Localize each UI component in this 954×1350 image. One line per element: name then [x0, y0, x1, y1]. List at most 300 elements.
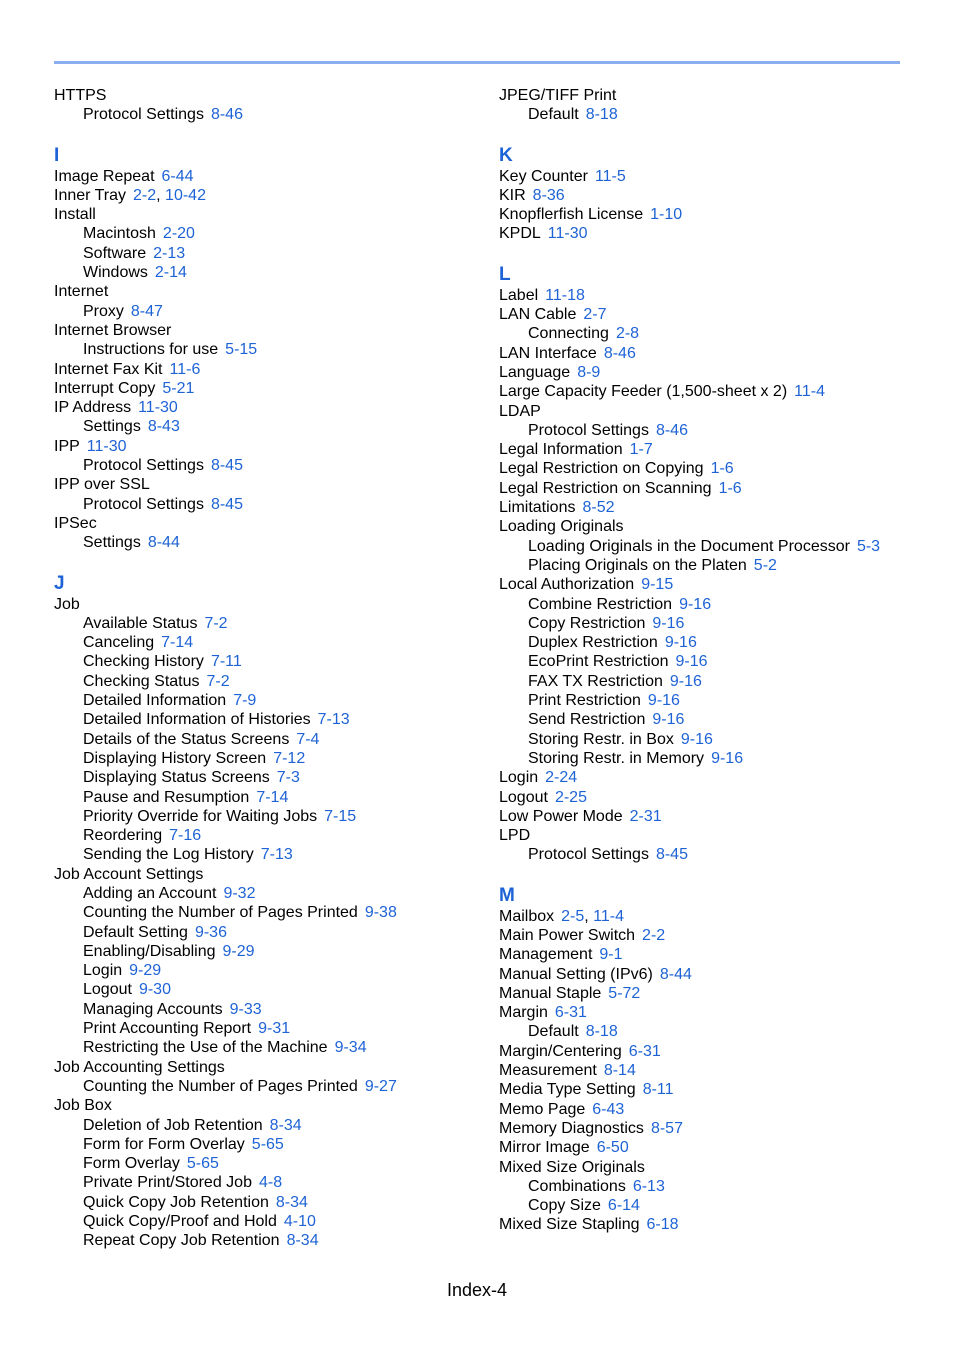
page-reference-link[interactable]: 7-13	[260, 846, 293, 864]
index-entry	[54, 86, 494, 105]
page-reference-link[interactable]: 7-2	[206, 672, 230, 690]
index-term: Quick Copy/Proof and Hold	[83, 1213, 277, 1231]
index-term: Repeat Copy Job Retention	[83, 1232, 280, 1250]
page-number: Index-4	[446, 1280, 508, 1300]
page-reference-link[interactable]: 9-16	[675, 653, 708, 671]
index-term: Pause and Resumption	[83, 788, 250, 806]
page-reference-link[interactable]: 7-12	[273, 749, 306, 767]
index-entry	[54, 475, 494, 494]
index-entry	[499, 286, 919, 305]
index-term: LPD	[499, 827, 531, 845]
index-entry	[54, 360, 494, 379]
page-reference-link[interactable]: 10-42	[165, 186, 206, 204]
ref-separator: ,	[156, 186, 166, 204]
page-reference-link[interactable]: 2-24	[545, 769, 578, 787]
index-entry	[54, 595, 494, 614]
index-term: Sending the Log History	[83, 846, 254, 864]
page-reference-link[interactable]: 4-10	[283, 1213, 316, 1231]
index-term: Internet	[54, 283, 109, 301]
index-subentry	[54, 749, 494, 768]
index-subentry	[499, 749, 919, 768]
index-subentry	[54, 1173, 494, 1192]
index-subentry	[54, 652, 494, 671]
page-reference-link[interactable]: 5-21	[162, 379, 195, 397]
index-entry	[499, 907, 919, 926]
index-term: Manual Setting (IPv6)	[499, 965, 653, 983]
index-entry	[54, 205, 494, 224]
page-reference-link[interactable]: 7-4	[296, 730, 320, 748]
index-subentry	[54, 826, 494, 845]
page-reference-link[interactable]: 11-18	[545, 286, 585, 304]
page-reference-link[interactable]: 1-6	[718, 479, 742, 497]
index-term: Form Overlay	[83, 1155, 180, 1173]
index-term: LAN Cable	[499, 306, 577, 324]
index-term: Default	[528, 1023, 579, 1041]
page-reference-link[interactable]: 6-31	[554, 1004, 587, 1022]
index-term: Priority Override for Waiting Jobs	[83, 807, 318, 825]
index-term: Print Restriction	[528, 692, 641, 710]
index-subentry	[54, 672, 494, 691]
index-entry	[499, 768, 919, 787]
page-reference-link[interactable]: 8-34	[275, 1193, 308, 1211]
page-reference-link[interactable]: 2-7	[583, 306, 607, 324]
index-entry	[499, 382, 919, 401]
index-entry	[499, 305, 919, 324]
index-subentry	[54, 710, 494, 729]
page-reference-link[interactable]: 8-52	[582, 499, 615, 517]
index-subentry	[54, 1231, 494, 1250]
index-entry	[499, 167, 919, 186]
page-reference-link[interactable]: 9-16	[652, 711, 685, 729]
page-reference-link[interactable]: 6-44	[161, 167, 194, 185]
page-reference-link[interactable]: 8-9	[577, 363, 601, 381]
index-term: Form for Form Overlay	[83, 1135, 245, 1153]
index-term: Protocol Settings	[83, 457, 204, 475]
index-term: LAN Interface	[499, 344, 597, 362]
index-subentry	[54, 845, 494, 864]
index-term: Print Accounting Report	[83, 1020, 252, 1038]
page-reference-link[interactable]: 7-9	[233, 692, 257, 710]
index-entry	[499, 186, 919, 205]
index-subentry	[54, 1019, 494, 1038]
index-term: Protocol Settings	[528, 846, 649, 864]
index-term: Checking History	[83, 653, 204, 671]
index-subentry	[54, 691, 494, 710]
page-reference-link[interactable]: 8-45	[655, 846, 688, 864]
page-reference-link[interactable]: 6-13	[632, 1177, 665, 1195]
page-reference-link[interactable]: 5-2	[753, 556, 777, 574]
index-entry	[499, 205, 919, 224]
page-reference-link[interactable]: 11-4	[593, 907, 624, 925]
page-reference-link[interactable]: 11-30	[547, 225, 588, 243]
page-reference-link[interactable]: 1-6	[710, 460, 734, 478]
index-term: Combine Restriction	[528, 595, 673, 613]
page-reference-link[interactable]: 9-29	[222, 942, 255, 960]
index-entry	[54, 1058, 494, 1077]
page-reference-link[interactable]: 7-3	[276, 769, 300, 787]
index-term: EcoPrint Restriction	[528, 653, 669, 671]
page-reference-link[interactable]: 2-31	[629, 807, 662, 825]
index-term: Counting the Number of Pages Printed	[83, 904, 358, 922]
page-reference-link[interactable]: 8-34	[269, 1116, 302, 1134]
index-entry	[54, 437, 494, 456]
index-term: Counting the Number of Pages Printed	[83, 1077, 358, 1095]
index-entry	[499, 807, 919, 826]
index-subentry	[499, 324, 919, 343]
index-term: Key Counter	[499, 167, 588, 185]
index-subentry	[499, 672, 919, 691]
index-subentry	[499, 556, 919, 575]
section-letter: L	[499, 263, 511, 285]
index-entry	[499, 1158, 919, 1177]
page-reference-link[interactable]: 8-46	[603, 344, 636, 362]
page-reference-link[interactable]: 9-29	[129, 962, 162, 980]
index-entry	[499, 402, 919, 421]
index-term: Low Power Mode	[499, 807, 623, 825]
page-reference-link[interactable]: 8-44	[147, 534, 180, 552]
page-reference-link[interactable]: 2-2	[133, 186, 157, 204]
index-term: KIR	[499, 186, 526, 204]
index-subentry	[54, 1154, 494, 1173]
page-reference-link[interactable]: 7-16	[169, 827, 202, 845]
index-term: Protocol Settings	[83, 106, 204, 124]
index-subentry	[54, 980, 494, 999]
section-letter: I	[54, 144, 60, 166]
index-subentry	[499, 1022, 919, 1041]
index-term: Label	[499, 286, 539, 304]
index-term: FAX TX Restriction	[528, 672, 663, 690]
page-reference-link[interactable]: 8-45	[210, 495, 243, 513]
index-subentry	[54, 105, 494, 124]
index-entry	[499, 479, 919, 498]
index-term: Main Power Switch	[499, 926, 636, 944]
index-entry	[54, 321, 494, 340]
index-term: Restricting the Use of the Machine	[83, 1039, 328, 1057]
page-reference-link[interactable]: 9-34	[334, 1039, 367, 1057]
index-subentry	[54, 614, 494, 633]
index-term: Detailed Information	[83, 692, 227, 710]
page-reference-link[interactable]: 8-34	[286, 1232, 319, 1250]
index-subentry	[54, 302, 494, 321]
index-term: Local Authorization	[499, 576, 635, 594]
index-term: Job Box	[54, 1097, 112, 1115]
page-reference-link[interactable]: 9-38	[364, 904, 397, 922]
index-term: Default	[528, 106, 579, 124]
page-reference-link[interactable]: 11-30	[86, 437, 127, 455]
page-reference-link[interactable]: 6-18	[646, 1216, 679, 1234]
page-reference-link[interactable]: 9-33	[229, 1000, 262, 1018]
index-entry	[499, 926, 919, 945]
ref-separator: ,	[584, 907, 594, 925]
index-term: IPP over SSL	[54, 476, 150, 494]
index-term: Protocol Settings	[528, 421, 649, 439]
index-entry	[499, 1138, 919, 1157]
index-subentry	[499, 710, 919, 729]
index-entry	[54, 186, 494, 205]
index-term: Copy Restriction	[528, 614, 646, 632]
index-term: Deletion of Job Retention	[83, 1116, 263, 1134]
index-subentry	[54, 263, 494, 282]
page-reference-link[interactable]: 5-65	[186, 1155, 219, 1173]
index-term: Large Capacity Feeder (1,500-sheet x 2)	[499, 383, 788, 401]
section-letter: K	[499, 144, 513, 166]
index-term: Protocol Settings	[83, 495, 204, 513]
index-term: Loading Originals	[499, 518, 624, 536]
index-term: Internet Fax Kit	[54, 360, 163, 378]
page-reference-link[interactable]: 2-8	[615, 325, 640, 343]
index-term: KPDL	[499, 225, 541, 243]
index-subentry	[54, 1135, 494, 1154]
index-entry	[499, 984, 919, 1003]
index-term: Logout	[83, 981, 132, 999]
index-term: IPP	[54, 437, 80, 455]
page-reference-link[interactable]: 6-31	[628, 1042, 661, 1060]
index-term: Loading Originals in the Document Processor	[528, 537, 850, 555]
index-entry	[54, 398, 494, 417]
index-term: HTTPS	[54, 87, 107, 104]
page-reference-link[interactable]: 9-31	[258, 1020, 291, 1038]
index-term: Storing Restr. in Box	[528, 730, 674, 748]
index-entry	[499, 965, 919, 984]
page-reference-link[interactable]: 8-47	[130, 302, 163, 320]
page-reference-link[interactable]: 9-1	[599, 946, 623, 964]
index-term: Checking Status	[83, 672, 200, 690]
index-term: Image Repeat	[54, 167, 155, 185]
index-subentry	[54, 1000, 494, 1019]
index-term: Proxy	[83, 302, 124, 320]
index-term: Legal Restriction on Copying	[499, 460, 704, 478]
index-term: Placing Originals on the Platen	[528, 556, 747, 574]
page-reference-link[interactable]: 9-16	[711, 749, 744, 767]
index-term: Enabling/Disabling	[83, 942, 216, 960]
index-subentry	[54, 730, 494, 749]
index-entry	[499, 498, 919, 517]
page-reference-link[interactable]: 2-13	[153, 244, 186, 262]
index-entry	[54, 167, 494, 186]
index-subentry	[499, 105, 919, 124]
index-term: Details of the Status Screens	[83, 730, 290, 748]
index-term: Mixed Size Originals	[499, 1158, 645, 1176]
index-term: Language	[499, 363, 571, 381]
index-subentry	[499, 1177, 919, 1196]
index-subentry	[54, 903, 494, 922]
index-term: Reordering	[83, 827, 163, 845]
index-term: Connecting	[528, 325, 609, 343]
page-reference-link[interactable]: 8-46	[655, 421, 688, 439]
index-subentry	[54, 942, 494, 961]
index-subentry	[499, 537, 919, 556]
index-term: IPSec	[54, 514, 97, 532]
index-entry	[499, 1003, 919, 1022]
page-reference-link[interactable]: 11-30	[138, 399, 178, 417]
index-subentry	[499, 691, 919, 710]
page-reference-link[interactable]: 2-5	[561, 907, 585, 925]
index-subentry	[499, 421, 919, 440]
index-term: Memo Page	[499, 1100, 586, 1118]
page-reference-link[interactable]: 7-14	[161, 634, 194, 652]
page-reference-link[interactable]: 8-46	[210, 106, 243, 124]
index-subentry	[54, 495, 494, 514]
index-term: Limitations	[499, 499, 576, 517]
page-reference-link[interactable]: 4-8	[258, 1174, 283, 1192]
index-term: Memory Diagnostics	[499, 1119, 644, 1137]
page-reference-link[interactable]: 9-32	[223, 884, 256, 902]
index-term: Displaying History Screen	[83, 749, 267, 767]
page-reference-link[interactable]: 11-5	[594, 167, 626, 185]
index-term: Detailed Information of Histories	[83, 711, 311, 729]
page-reference-link[interactable]: 9-36	[194, 923, 227, 941]
page-reference-link[interactable]: 6-14	[607, 1197, 640, 1215]
page-reference-link[interactable]: 9-16	[669, 672, 702, 690]
page-reference-link[interactable]: 5-65	[251, 1135, 284, 1153]
index-subentry	[54, 1038, 494, 1057]
index-term: Windows	[83, 264, 148, 282]
index-term: Send Restriction	[528, 711, 646, 729]
index-entry	[54, 1096, 494, 1115]
index-subentry	[54, 807, 494, 826]
page-reference-link[interactable]: 9-16	[652, 614, 685, 632]
page-reference-link[interactable]: 9-16	[664, 634, 697, 652]
page-reference-link[interactable]: 8-18	[585, 106, 618, 124]
page-reference-link[interactable]: 7-13	[317, 711, 350, 729]
index-term: Job	[54, 595, 80, 613]
index-subentry	[54, 1193, 494, 1212]
page-reference-link[interactable]: 2-25	[554, 788, 587, 806]
index-subentry	[54, 417, 494, 436]
page-reference-link[interactable]: 5-3	[856, 537, 881, 555]
page-reference-link[interactable]: 8-43	[147, 418, 180, 436]
index-term: Settings	[83, 534, 141, 552]
page-reference-link[interactable]: 7-15	[324, 807, 357, 825]
index-entry	[499, 1100, 919, 1119]
index-entry	[499, 224, 919, 243]
index-term: Duplex Restriction	[528, 634, 658, 652]
page-reference-link[interactable]: 5-15	[225, 341, 258, 359]
index-term: Managing Accounts	[83, 1000, 223, 1018]
index-term: Install	[54, 206, 96, 224]
page-reference-link[interactable]: 1-10	[650, 206, 683, 224]
index-term: Login	[499, 769, 539, 787]
section-letter: M	[499, 884, 515, 906]
page-reference-link[interactable]: 9-16	[647, 692, 680, 710]
index-subentry	[499, 730, 919, 749]
index-entry	[499, 1042, 919, 1061]
page-reference-link[interactable]: 8-11	[642, 1081, 674, 1099]
page-reference-link[interactable]: 1-7	[629, 441, 653, 459]
index-subentry	[54, 633, 494, 652]
index-term: Copy Size	[528, 1197, 601, 1215]
index-entry	[499, 459, 919, 478]
page-reference-link[interactable]: 2-20	[162, 225, 195, 243]
page-reference-link[interactable]: 9-16	[679, 595, 712, 613]
page-reference-link[interactable]: 7-2	[204, 614, 228, 632]
index-subentry	[499, 845, 919, 864]
index-entry	[499, 1061, 919, 1080]
index-term: Mailbox	[499, 907, 555, 925]
index-term: Internet Browser	[54, 321, 172, 339]
page-reference-link[interactable]: 11-6	[169, 360, 201, 378]
index-term: Management	[499, 946, 593, 964]
page-reference-link[interactable]: 8-57	[650, 1119, 683, 1137]
index-entry	[499, 575, 919, 594]
index-term: Mixed Size Stapling	[499, 1216, 640, 1234]
index-subentry	[54, 244, 494, 263]
page-reference-link[interactable]: 2-2	[642, 926, 666, 944]
index-subentry	[54, 1116, 494, 1135]
index-term: Manual Staple	[499, 984, 602, 1002]
index-term: Quick Copy Job Retention	[83, 1193, 269, 1211]
index-term: Legal Information	[499, 441, 623, 459]
index-term: Legal Restriction on Scanning	[499, 479, 712, 497]
page-reference-link[interactable]: 8-45	[210, 457, 243, 475]
page-reference-link[interactable]: 11-4	[794, 383, 825, 401]
index-term: Inner Tray	[54, 186, 127, 204]
index-term: Job Accounting Settings	[54, 1058, 225, 1076]
index-term: Canceling	[83, 634, 155, 652]
index-subentry	[54, 456, 494, 475]
page-reference-link[interactable]: 6-43	[592, 1100, 625, 1118]
index-term: Login	[83, 962, 123, 980]
page-reference-link[interactable]: 2-14	[154, 264, 187, 282]
page-reference-link[interactable]: 5-72	[608, 984, 641, 1002]
index-term: Interrupt Copy	[54, 379, 156, 397]
page-reference-link[interactable]: 8-36	[532, 186, 565, 204]
page-reference-link[interactable]: 9-16	[680, 730, 713, 748]
index-subentry	[54, 1212, 494, 1231]
index-term: Margin	[499, 1004, 548, 1022]
index-term: Mirror Image	[499, 1139, 590, 1157]
index-entry	[499, 788, 919, 807]
index-entry	[499, 1215, 919, 1234]
page-reference-link[interactable]: 9-30	[138, 981, 171, 999]
index-term: Logout	[499, 788, 548, 806]
header-rule	[54, 61, 900, 64]
index-subentry	[54, 1077, 494, 1096]
index-entry	[54, 514, 494, 533]
index-entry	[499, 1080, 919, 1099]
index-term: Adding an Account	[83, 884, 217, 902]
page-reference-link[interactable]: 7-11	[210, 653, 242, 671]
index-subentry	[54, 340, 494, 359]
index-subentry	[54, 788, 494, 807]
index-entry	[54, 379, 494, 398]
index-subentry	[499, 652, 919, 671]
index-entry	[499, 826, 919, 845]
index-term: Software	[83, 244, 147, 262]
index-entry	[54, 865, 494, 884]
index-term: Combinations	[528, 1177, 626, 1195]
page-reference-link[interactable]: 6-50	[596, 1139, 629, 1157]
index-term: Default Setting	[83, 923, 188, 941]
page-reference-link[interactable]: 7-14	[256, 788, 289, 806]
index-subentry	[54, 961, 494, 980]
page-reference-link[interactable]: 9-27	[364, 1077, 397, 1095]
index-term: Measurement	[499, 1062, 597, 1080]
index-term: Margin/Centering	[499, 1042, 622, 1060]
index-entry	[499, 363, 919, 382]
page-reference-link[interactable]: 8-18	[585, 1023, 618, 1041]
page-reference-link[interactable]: 9-15	[641, 576, 674, 594]
page-reference-link[interactable]: 8-44	[659, 965, 692, 983]
index-entry	[54, 282, 494, 301]
index-entry	[499, 1119, 919, 1138]
index-column-right	[499, 86, 919, 1235]
page-reference-link[interactable]: 8-14	[603, 1062, 636, 1080]
index-subentry	[54, 923, 494, 942]
index-term: Knopflerfish License	[499, 206, 644, 224]
index-subentry	[499, 1196, 919, 1215]
index-term: LDAP	[499, 402, 541, 420]
